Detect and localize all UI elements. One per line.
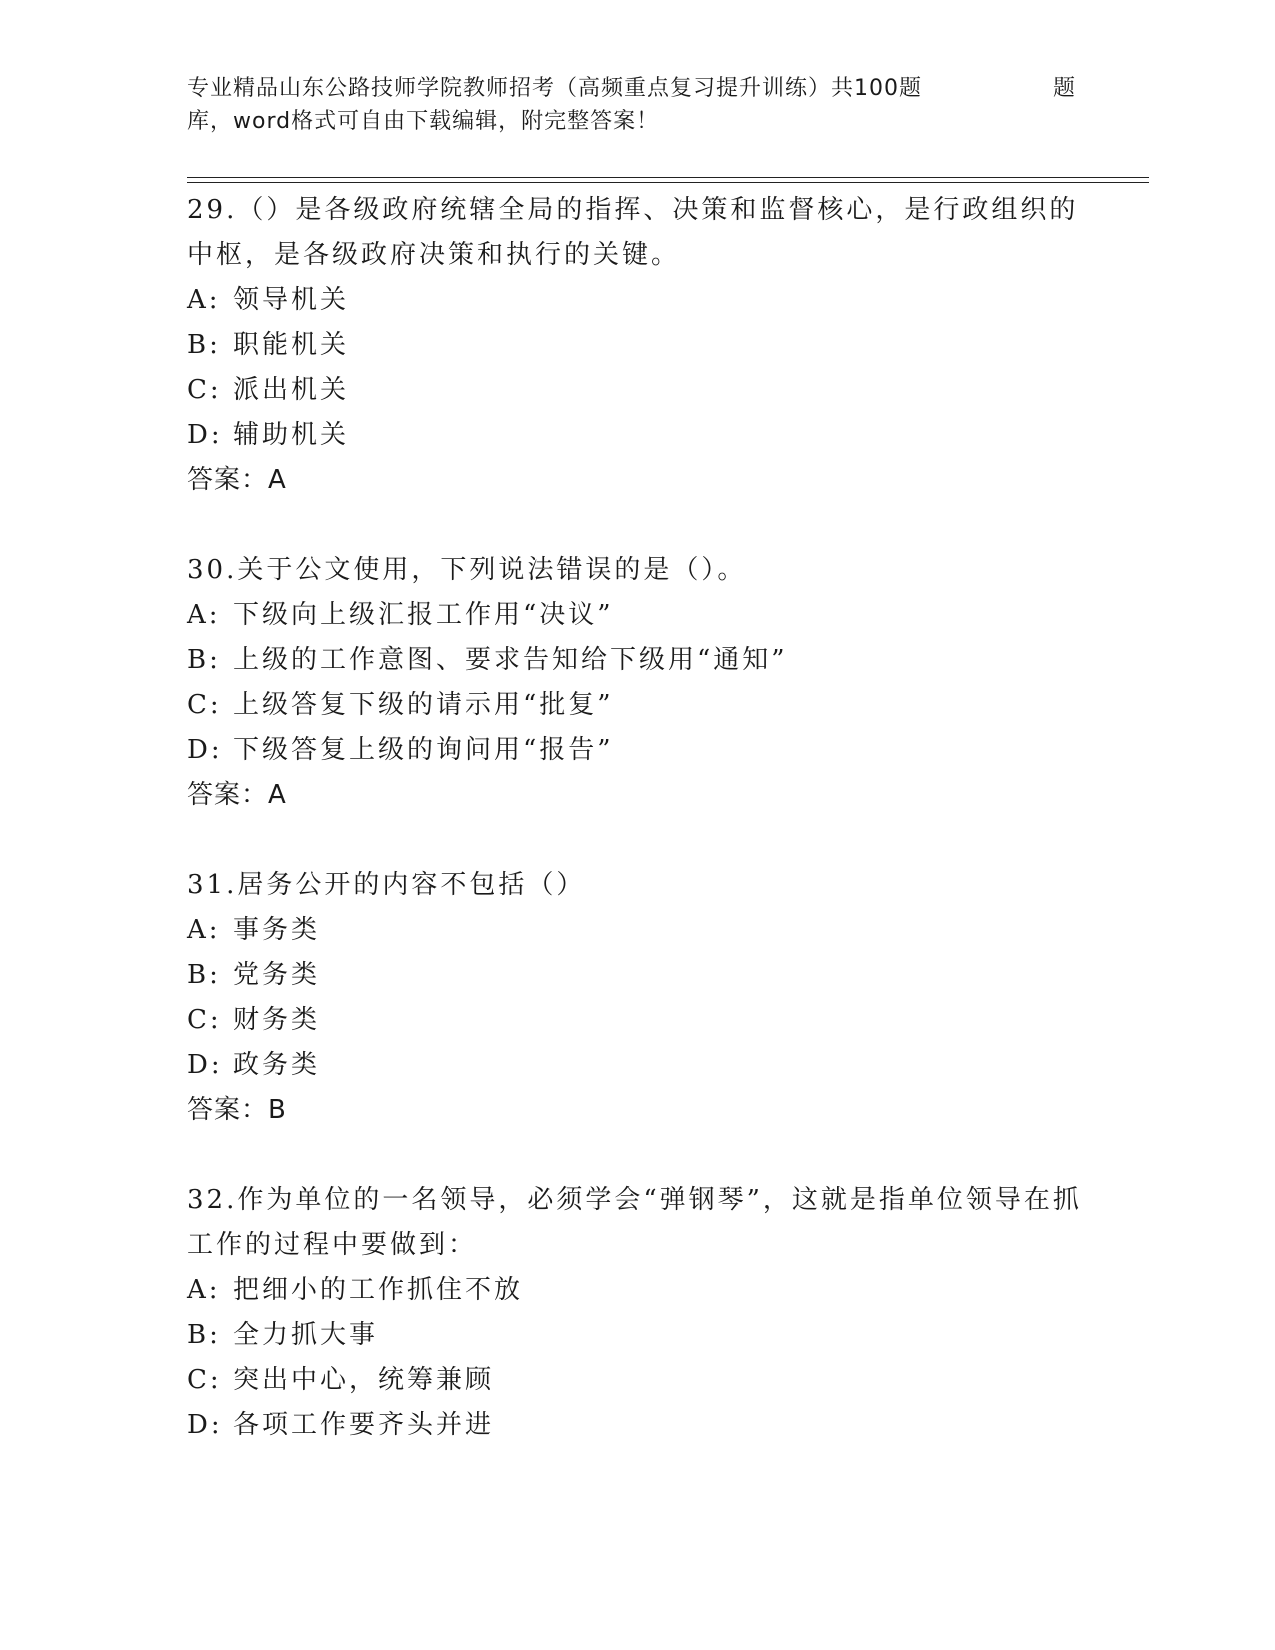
option-text: 上级的工作意图、要求告知给下级用“通知” <box>233 645 788 675</box>
option-d <box>187 728 1087 773</box>
option-letter: A: <box>187 600 221 630</box>
option-c <box>187 998 1087 1043</box>
option-d <box>187 413 1087 458</box>
option-letter: C: <box>187 375 222 405</box>
option-a <box>187 278 1087 323</box>
header-divider-top <box>187 177 1149 178</box>
question-stem: 30.关于公文使用，下列说法错误的是（）。 <box>187 555 747 585</box>
option-d <box>187 1403 1087 1448</box>
option-text: 各项工作要齐头并进 <box>233 1410 495 1440</box>
answer-line: 答案：B <box>187 1095 287 1125</box>
header-line-2: 库，word格式可自由下载编辑，附完整答案！ <box>187 109 660 134</box>
option-text: 领导机关 <box>233 285 350 315</box>
option-text: 派出机关 <box>233 375 350 405</box>
option-letter: A: <box>187 285 221 315</box>
option-text: 辅助机关 <box>233 420 350 450</box>
option-c <box>187 368 1087 413</box>
option-text: 全力抓大事 <box>233 1320 379 1350</box>
option-c <box>187 683 1087 728</box>
document-header <box>187 72 1087 138</box>
option-letter: D: <box>187 1050 223 1080</box>
option-letter: B: <box>187 645 221 675</box>
option-text: 职能机关 <box>233 330 350 360</box>
question-stem: 31.居务公开的内容不包括（） <box>187 870 586 900</box>
option-letter: B: <box>187 1320 221 1350</box>
option-text: 下级答复上级的询问用“报告” <box>233 735 614 765</box>
answer-line: 答案：A <box>187 465 287 495</box>
option-c <box>187 1358 1087 1403</box>
option-a <box>187 1268 1087 1313</box>
header-line-1: 专业精品山东公路技师学院教师招考（高频重点复习提升训练）共100题 <box>187 76 922 101</box>
option-b <box>187 638 1087 683</box>
question-list <box>187 188 1087 1448</box>
option-b <box>187 1313 1087 1358</box>
option-letter: C: <box>187 1005 222 1035</box>
option-text: 财务类 <box>233 1005 321 1035</box>
option-letter: B: <box>187 960 221 990</box>
option-text: 把细小的工作抓住不放 <box>233 1275 524 1305</box>
option-a <box>187 908 1087 953</box>
question-29 <box>187 188 1087 503</box>
option-text: 政务类 <box>233 1050 321 1080</box>
option-d <box>187 1043 1087 1088</box>
option-letter: D: <box>187 1410 223 1440</box>
option-letter: C: <box>187 690 222 720</box>
question-stem: 32.作为单位的一名领导，必须学会“弹钢琴”，这就是指单位领导在抓工作的过程中要做到： <box>187 1185 1082 1260</box>
option-letter: B: <box>187 330 221 360</box>
option-text: 党务类 <box>233 960 321 990</box>
question-stem: 29.（）是各级政府统辖全局的指挥、决策和监督核心，是行政组织的中枢，是各级政府决策和执行的关键。 <box>187 195 1079 270</box>
option-letter: A: <box>187 915 221 945</box>
option-letter: D: <box>187 735 223 765</box>
option-text: 上级答复下级的请示用“批复” <box>233 690 614 720</box>
option-letter: C: <box>187 1365 222 1395</box>
option-b <box>187 323 1087 368</box>
option-text: 突出中心，统筹兼顾 <box>233 1365 495 1395</box>
header-divider-bottom <box>187 182 1149 183</box>
option-a <box>187 593 1087 638</box>
question-30 <box>187 548 1087 818</box>
option-b <box>187 953 1087 998</box>
question-31 <box>187 863 1087 1133</box>
option-letter: D: <box>187 420 223 450</box>
header-line-1-tail: 题 <box>1053 76 1077 101</box>
option-text: 事务类 <box>233 915 321 945</box>
option-letter: A: <box>187 1275 221 1305</box>
question-32 <box>187 1178 1087 1448</box>
answer-line: 答案：A <box>187 780 287 810</box>
option-text: 下级向上级汇报工作用“决议” <box>233 600 614 630</box>
